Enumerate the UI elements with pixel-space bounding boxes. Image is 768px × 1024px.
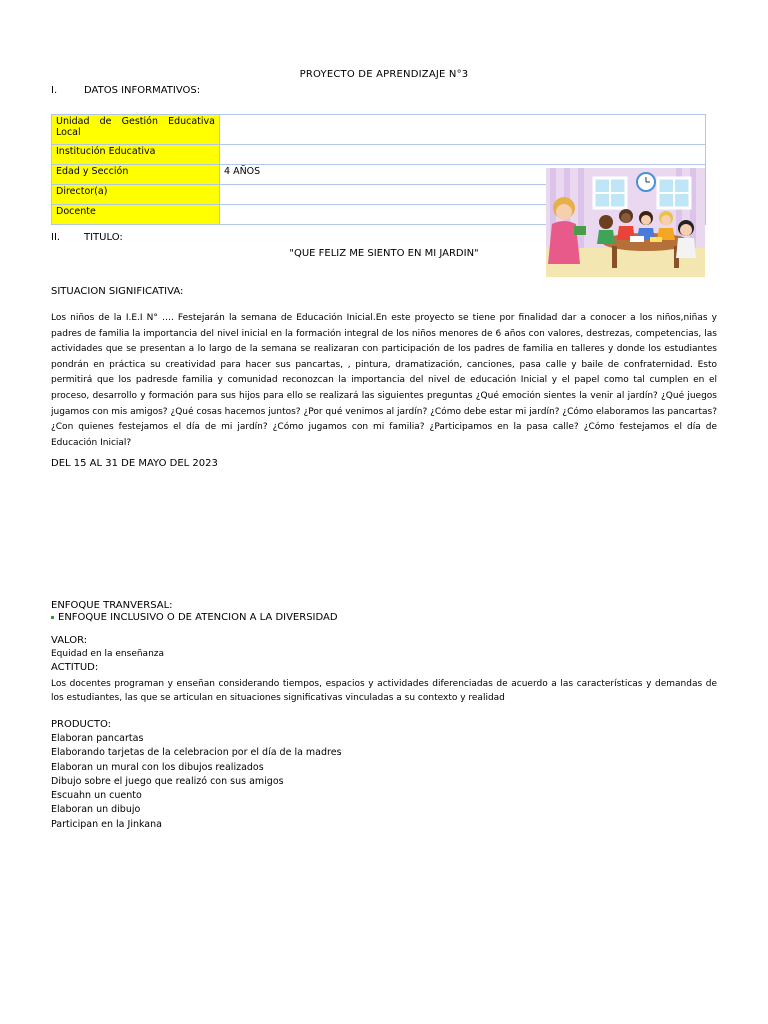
enfoque-heading: ENFOQUE TRANVERSAL: <box>51 600 173 611</box>
row-label-docente: Docente <box>52 205 220 225</box>
table-row <box>52 115 706 145</box>
actitud-text: Los docentes programan y enseñan considerando tiempos, espacios y actividades diferenciadas de acuerdo a las características y demandas de los estudiantes, las que se articulan en situaciones significativas vinculadas a su contexto y realidad <box>51 679 717 703</box>
row-value-edad: 4 AÑOS <box>220 165 706 185</box>
table-row <box>52 145 706 165</box>
row-label-edad: Edad y Sección <box>52 165 220 185</box>
list-item: Elaboran un mural con los dibujos realizados <box>51 761 264 773</box>
producto-heading: PRODUCTO: <box>51 719 112 730</box>
valor-heading: VALOR: <box>51 635 88 646</box>
project-title: "QUE FELIZ ME SIENTO EN MI JARDIN" <box>289 248 479 259</box>
document-title: PROYECTO DE APRENDIZAJE N°3 <box>299 69 469 80</box>
enfoque-item-text: ENFOQUE INCLUSIVO O DE ATENCION A LA DIVERSIDAD <box>58 612 338 623</box>
list-item: Elaborando tarjetas de la celebracion por el día de la madres <box>51 747 342 759</box>
section-1-heading <box>51 85 201 96</box>
producto-list <box>51 732 342 832</box>
enfoque-item <box>51 612 338 623</box>
valor-text: Equidad en la enseñanza <box>51 649 165 659</box>
classroom-children-image <box>546 168 705 277</box>
situacion-dates: DEL 15 AL 31 DE MAYO DEL 2023 <box>51 458 218 469</box>
row-label-director: Director(a) <box>52 185 220 205</box>
section-2-number: II. <box>51 232 61 243</box>
section-2-heading <box>51 232 123 243</box>
section-2-title: TITULO: <box>84 232 123 243</box>
situacion-heading: SITUACION SIGNIFICATIVA: <box>51 286 184 297</box>
list-item: Dibujo sobre el juego que realizó con sus amigos <box>51 775 284 787</box>
classroom-illustration <box>546 168 705 277</box>
list-item: Participan en la Jinkana <box>51 818 162 830</box>
section-1-title: DATOS INFORMATIVOS: <box>84 85 201 96</box>
list-item: Elaboran pancartas <box>51 733 144 744</box>
row-label-institucion: Institución Educativa <box>52 145 220 165</box>
bullet-icon <box>51 616 54 619</box>
actitud-heading: ACTITUD: <box>51 662 99 673</box>
list-item: Escuahn un cuento <box>51 790 142 802</box>
list-item: Elaboran un dibujo <box>51 804 141 816</box>
row-value-institucion <box>220 145 706 165</box>
row-label-ugel: Unidad de Gestión Educativa Local <box>52 115 220 145</box>
situacion-body: Los niños de la I.E.I N° …. Festejarán la semana de Educación Inicial.En este proyecto se tiene por finalidad dar a conocer a los niños,niñas y padres de familia la importancia del nivel inicial en la formación integral de los niños menores de 6 años con valores, destrezas, competencias, las actividades que se presentan a lo largo de la semana se realizaran con participación de los padres de familia en talleres y donde los estudiantes pondrán en práctica su creatividad para hacer sus pancartas, , pintura, dramatización, canciones, pasa calle y baile de confraternidad. Esto permitirá que los padresde familia y comunidad reconozcan la importancia del nivel de educación Inicial y el papel como tal cumplen en el proceso, desarrollo y formación para sus hijos para ello se realizará las siguientes preguntas ¿Qué emoción sientes la venir al jardín? ¿Qué juegos jugamos con mis amigos? ¿Qué cosas hacemos juntos? ¿Por qué venimos al jardín? ¿Cómo debe estar mi jardín? ¿Cómo elaboramos las pancartas? ¿Con quienes festejamos el día de mi jardín? ¿Cómo jugamos con mi familia? ¿Participamos en la pasa calle? ¿Cómo festejamos el día de Educación Inicial? <box>51 313 717 448</box>
section-1-number: I. <box>51 85 58 96</box>
row-value-ugel <box>220 115 706 145</box>
